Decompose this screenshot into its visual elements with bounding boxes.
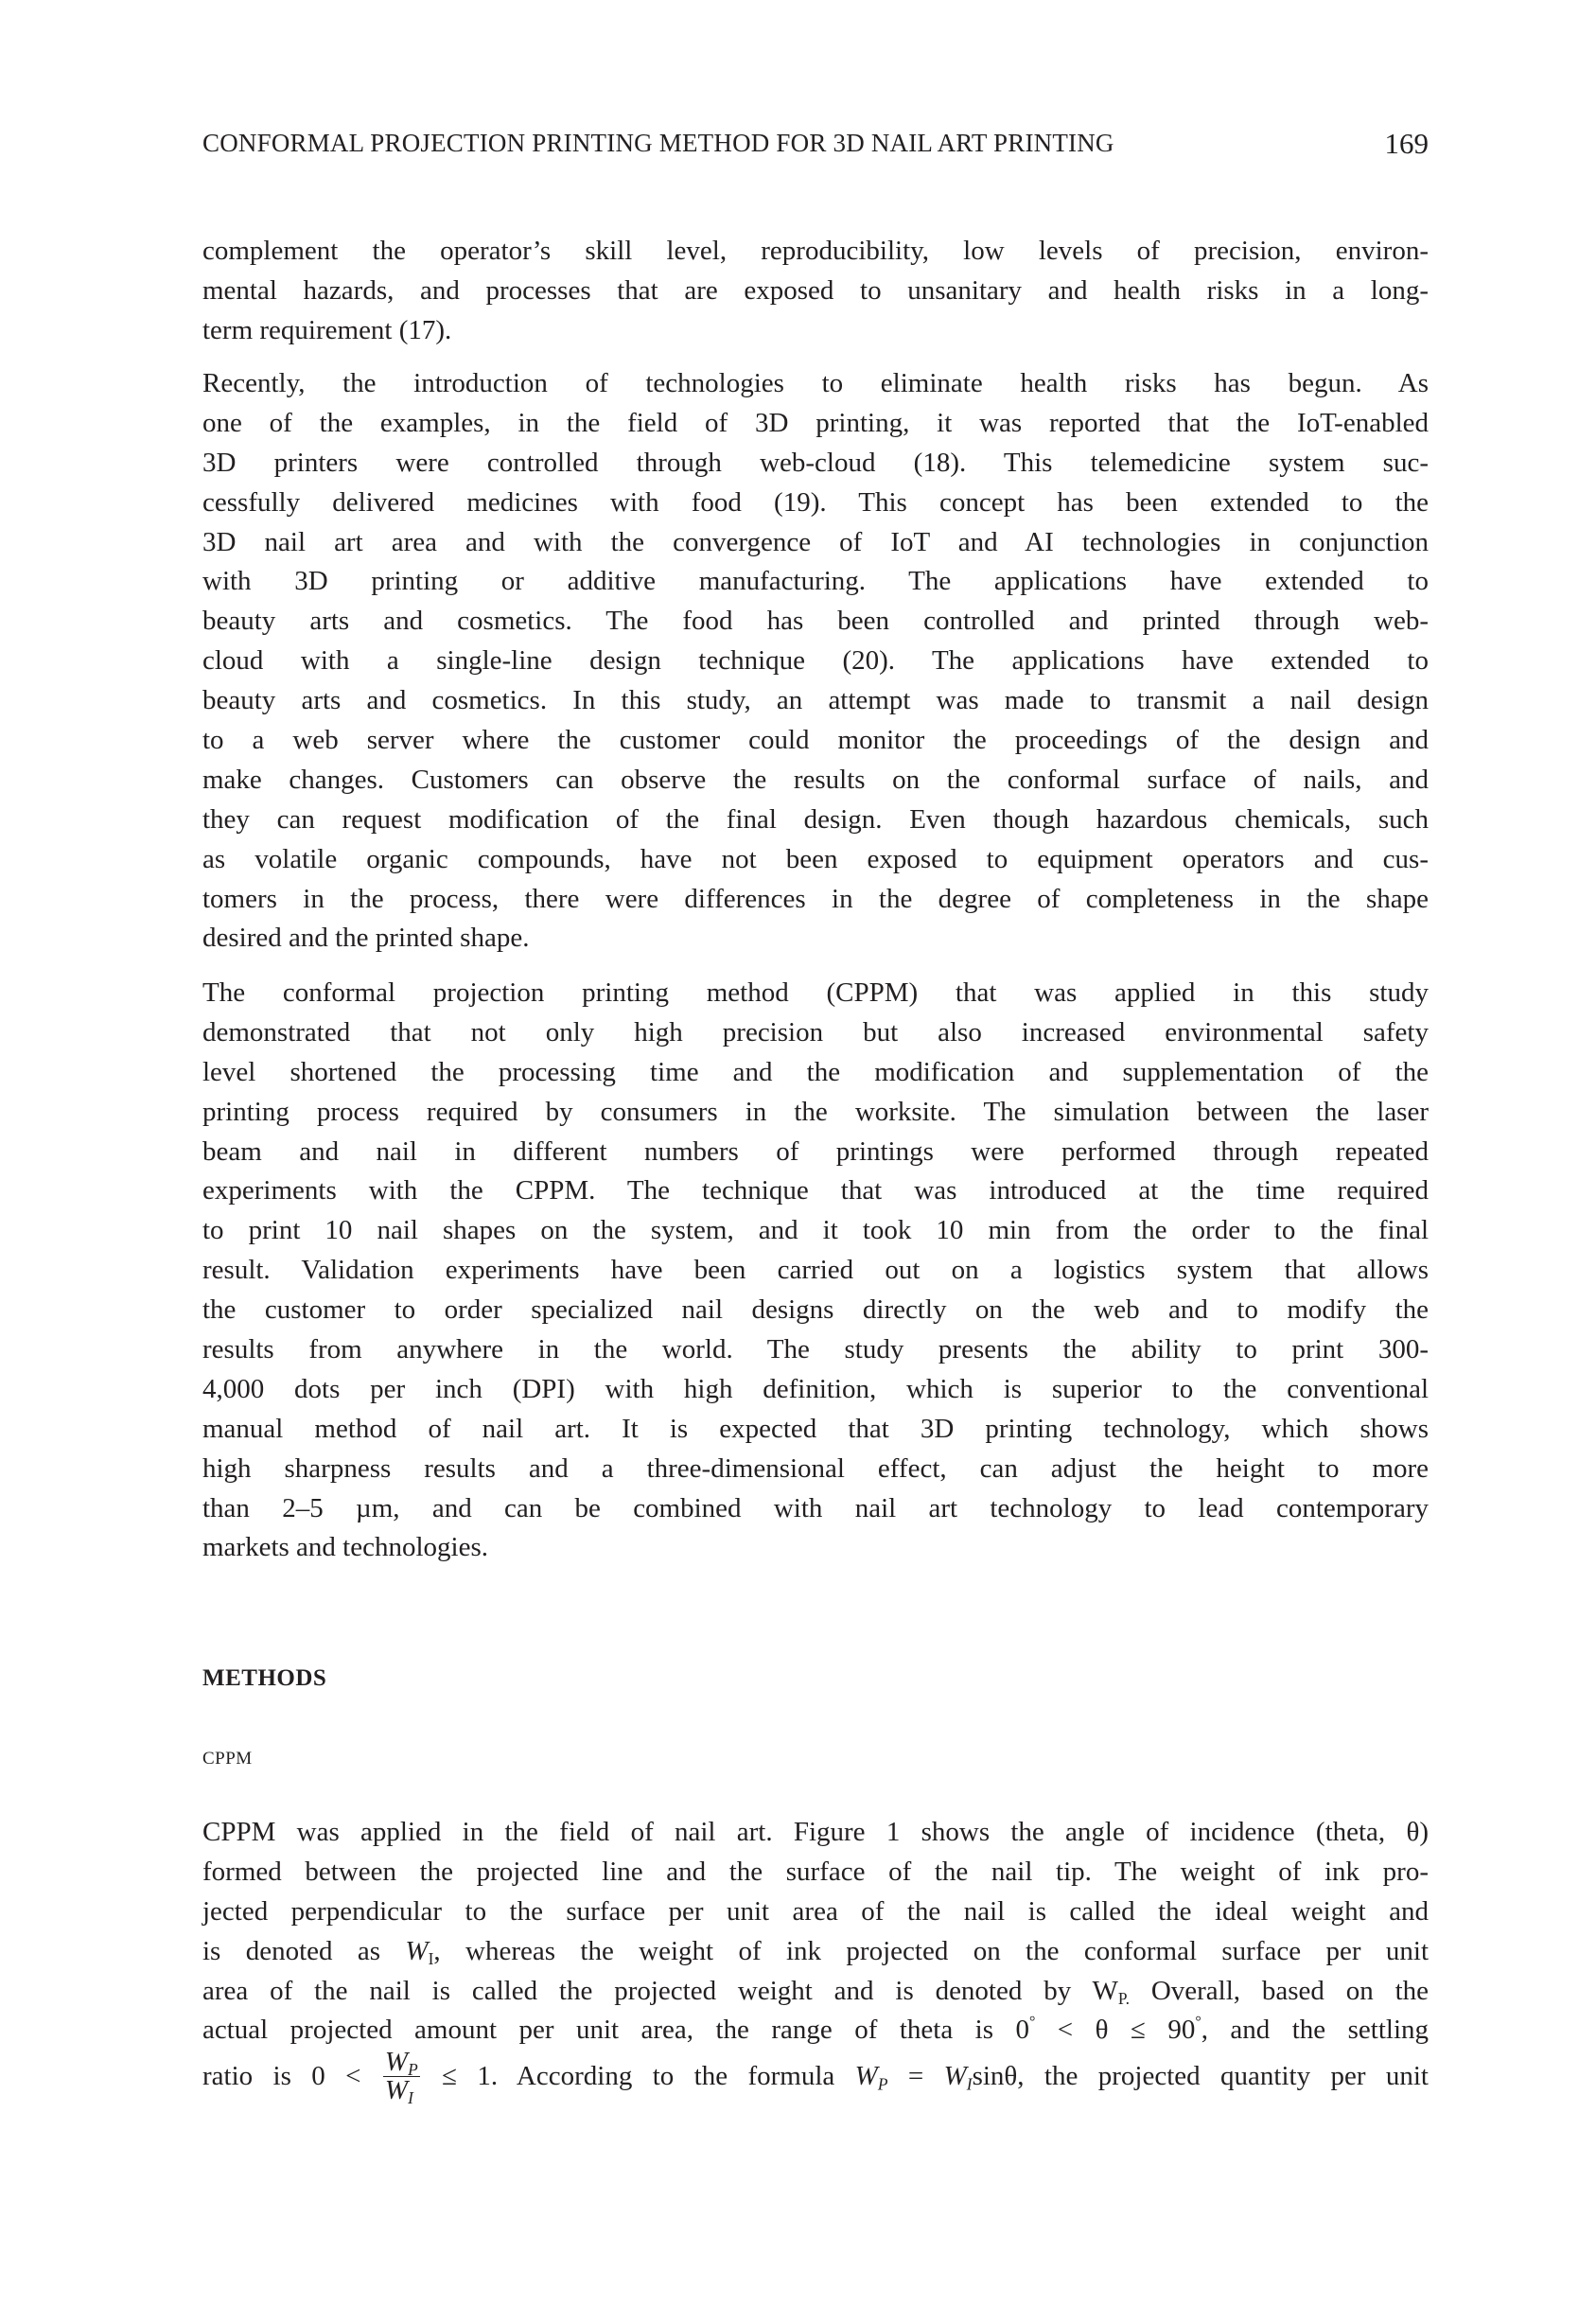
text-segment: ° [1028,2014,1036,2031]
text-segment: Overall, based on the [1129,1975,1429,2006]
text-line: they can request modification of the final design. Even though hazardous chemicals, such [202,803,1429,835]
text-segment: P. [1117,1988,1130,2008]
text-line: the customer to order specialized nail designs directly on the web and to modify the [202,1294,1429,1326]
text-line: 3D printers were controlled through web-cloud (18). This telemedicine system suc- [202,447,1429,478]
text-segment: CPPM was applied in the field of nail art. Figure 1 shows the angle of incidence (theta, θ) [202,1817,1429,1847]
text-line: beauty arts and cosmetics. The food has been controlled and printed through web- [202,606,1429,637]
text-line: mental hazards, and processes that are exposed to unsanitary and health risks in a long- [202,274,1429,306]
text-line: with 3D printing or additive manufacturing. The applications have extended to [202,566,1429,597]
text-line: than 2–5 µm, and can be combined with nail art technology to lead contemporary [202,1492,1429,1523]
text-line: result. Validation experiments have been carried out on a logistics system that allows [202,1255,1429,1286]
text-segment: is denoted as [202,1935,406,1966]
text-line: manual method of nail art. It is expected that 3D printing technology, which shows [202,1413,1429,1444]
text-line: to print 10 nail shapes on the system, and it took 10 min from the order to the final [202,1215,1429,1246]
text-line: beauty arts and cosmetics. In this study, an attempt was made to transmit a nail design [202,685,1429,716]
paragraph-2 [202,364,1429,959]
settling-ratio-fraction: $\frac{W_P}{W_I}$ [384,2047,418,2108]
text-segment: I [428,1948,434,1968]
text-segment: ≤ 1. According to the formula [421,2061,855,2092]
text-line: tomers in the process, there were differences in the degree of completeness in the shape [202,883,1429,914]
text-segment: < θ ≤ 90 [1035,2015,1196,2046]
text-segment: , and the settling [1201,2015,1429,2046]
text-line [202,1813,1429,1853]
text-line: cessfully delivered medicines with food (19). This concept has been extended to the [202,486,1429,518]
text-segment: P [877,2074,888,2094]
text-line: level shortened the processing time and the modification and supplementation of the [202,1056,1429,1087]
text-line: term requirement (17). [202,314,452,345]
text-line [202,2011,1429,2051]
methods-paragraph [202,1813,1429,2108]
text-line: complement the operator’s skill level, reproducibility, low levels of precision, environ- [202,236,1429,266]
text-line: printing process required by consumers in the worksite. The simulation between the laser [202,1096,1429,1127]
text-line: 4,000 dots per inch (DPI) with high definition, which is superior to the conventional [202,1373,1429,1404]
text-line: cloud with a single-line design technique (20). The applications have extended to [202,645,1429,677]
page-number: 169 [1384,127,1429,160]
text-line [202,1932,1429,1972]
text-segment: W [854,2061,878,2092]
subsection-heading: CPPM [202,1749,253,1769]
text-line: markets and technologies. [202,1532,488,1563]
text-line [202,2047,1429,2108]
text-segment: , whereas the weight of ink projected on the conformal surface per unit [433,1935,1429,1966]
text-segment: = [887,2061,944,2092]
running-title: CONFORMAL PROJECTION PRINTING METHOD FOR 3D NAIL ART PRINTING [202,129,1114,157]
text-segment: formed between the projected line and the surface of the nail tip. The weight of ink pro- [202,1856,1429,1887]
text-line: desired and the printed shape. [202,923,530,954]
text-segment: W [405,1935,429,1966]
text-line: make changes. Customers can observe the results on the conformal surface of nails, and [202,764,1429,795]
text-line: one of the examples, in the field of 3D printing, it was reported that the IoT-enabled [202,407,1429,438]
paragraph-3 [202,974,1429,1568]
text-line: demonstrated that not only high precision but also increased environmental safety [202,1016,1429,1047]
text-segment: sinθ, the projected quantity per unit [972,2061,1429,2092]
text-line: 3D nail art area and with the convergence of IoT and AI technologies in conjunction [202,526,1429,557]
text-segment: area of the nail is called the projected weight and is denoted by W [202,1975,1118,2006]
paragraph-1 [202,232,1429,351]
text-line: The conformal projection printing method (CPPM) that was applied in this study [202,977,1429,1008]
text-line: Recently, the introduction of technologies to eliminate health risks has begun. As [202,368,1429,398]
text-line: experiments with the CPPM. The technique that was introduced at the time required [202,1175,1429,1206]
text-line: beam and nail in different numbers of printings were performed through repeated [202,1135,1429,1167]
text-line [202,1972,1429,2012]
text-line: as volatile organic compounds, have not been exposed to equipment operators and cus- [202,843,1429,874]
text-segment: actual projected amount per unit area, the range of theta is 0 [202,2015,1029,2046]
text-segment: W [943,2061,967,2092]
text-line [202,1853,1429,1892]
text-segment: ratio is 0 < [202,2061,381,2092]
text-line: results from anywhere in the world. The study presents the ability to print 300- [202,1334,1429,1365]
section-heading: METHODS [202,1665,327,1691]
text-segment: I [966,2074,973,2094]
text-line: to a web server where the customer could monitor the proceedings of the design and [202,725,1429,756]
text-line [202,1892,1429,1932]
text-segment: ° [1195,2014,1201,2031]
text-segment: jected perpendicular to the surface per unit area of the nail is called the ideal weight and [202,1895,1429,1927]
text-line: high sharpness results and a three-dimensional effect, can adjust the height to more [202,1452,1429,1484]
